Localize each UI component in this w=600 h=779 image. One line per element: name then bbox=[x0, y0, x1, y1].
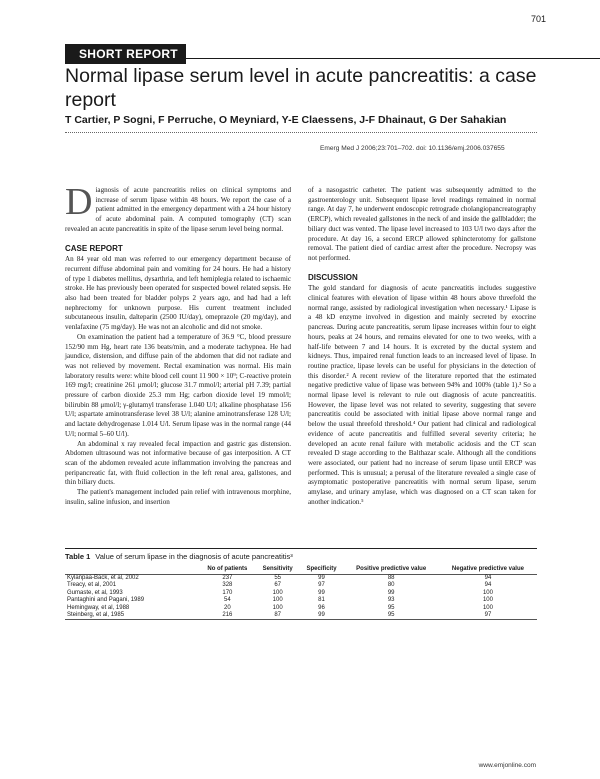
table-header bbox=[65, 565, 199, 575]
table-header: No of patients bbox=[207, 566, 248, 572]
table-header: Sensitivity bbox=[262, 566, 293, 572]
table-1 bbox=[65, 548, 537, 620]
table-header: Specificity bbox=[306, 566, 337, 572]
left-column bbox=[65, 181, 291, 508]
table-cell: Steinberg, et al, 1985 bbox=[65, 612, 199, 620]
table-cell: 95 bbox=[343, 612, 438, 620]
table-row bbox=[65, 605, 537, 612]
intro-paragraph bbox=[65, 181, 291, 235]
lipase-table bbox=[65, 565, 537, 620]
case-paragraph: On examination the patient had a temperature of 36.9 °C, blood pressure 152/90 mm Hg, heart rate 136 beats/min, and a moderate tachypnea. He had jaundice, distension, and diffuse pain of the abdomen that did not radiate and was not relieved by movement. Rectal examination was normal. His main laboratory results were: white blood cell count 11 900 × 10⁹; C-reactive protein 169 mg/l; creatinine 261 μmol/l; glucose 31.7 mmol/l; arterial pH 7.39; partial pressure of carbon dioxide 25.3 mm Hg; carbon dioxide level 19 mmol/l; bilirubin 88 μmol/l; γ-glutamyl transferase 1.040 U/l; alkaline phosphatase 156 U/l; aspartate aminotransferase level 38 U/l; alanine aminotransferase 128 U/l; and lactate dehydrogenase 1.014 U/l. Serum lipase was in the normal range (44 U/l; normal 5–60 U/l). bbox=[65, 332, 291, 438]
table-cell: 100 bbox=[482, 604, 493, 611]
table-cell: 97 bbox=[439, 612, 537, 620]
table-cell: 100 bbox=[272, 604, 283, 611]
table-cell: 87 bbox=[256, 612, 300, 620]
table-row bbox=[65, 575, 537, 583]
header-rule bbox=[185, 58, 600, 59]
table-cell: Pantaghini and Pagani, 1989 bbox=[67, 597, 145, 604]
table-cell: 100 bbox=[272, 589, 283, 596]
table-cell: 20 bbox=[224, 604, 231, 611]
table-cell: 88 bbox=[387, 575, 395, 581]
table-cell: Hemingway, et al, 1988 bbox=[67, 604, 130, 611]
table-label: Table 1 bbox=[65, 552, 91, 561]
table-cell: 54 bbox=[224, 597, 231, 604]
case-paragraph: The patient's management included pain relief with intravenous morphine, insulin, saline infusion, and insertion bbox=[65, 488, 291, 506]
discussion-paragraph: The gold standard for diagnosis of acute pancreatitis includes suggestive clinical features with elevation of lipase within 48 hours above threefold the normal range, assisted by radiological investigation when necessary.¹ Lipase is a 48 kD enzyme involved in digestion and mainly secreted by exocrine pancreas. During acute pancreatitis, serum lipase increases within four to eight hours, peaks at 24 hours, and remains elevated for one to two weeks, with a half-life between 7 and 14 hours. It is excreted by the ductal system and kidneys. Thus, impaired renal function leads to an increased level of lipase. In routine practice, lipase levels can be useful for physicians in the detection of this disorder.² A recent review of the literature reported that the estimated negative predictive value of lipase was between 94% and 100% (table 1).³ So a normal lipase level is relevant to rule out diagnosis of acute pancreatitis. However, the lipase level was not related to severity, suggesting that severe pancreatitis could be associated with initial lipase above normal range and below the usual threefold threshold.⁴ Our patient had clinical and radiological evidence of acute pancreatitis and fulfilled several severity criteria; he developed an acute renal failure with metabolic acidosis and the CT scan revealed D stage according to the Balthazar scale. Although all the conditions were associated, our patient had no increase of serum lipase until ERCP was performed. This is unusual; a perusal of the literature revealed a single case of asymptomatic postoperative pancreatitis with normal serum lipase, serum amylase, and urinary amylase, which was diagnosed on a CT scan taken for another indication.⁵ bbox=[308, 284, 536, 506]
dotted-divider bbox=[65, 132, 537, 133]
citation-line: Emerg Med J 2006;23:701–702. doi: 10.1136/emj.2006.037655 bbox=[320, 145, 505, 152]
table-cell: 99 bbox=[300, 612, 344, 620]
table-cell: 94 bbox=[484, 582, 492, 589]
table-caption-text: Value of serum lipase in the diagnosis of acute pancreatitis³ bbox=[95, 552, 293, 561]
table-cell: 96 bbox=[318, 604, 325, 611]
table-cell: 80 bbox=[387, 582, 395, 589]
table-cell: Treacy, et al, 2001 bbox=[67, 582, 117, 589]
table-cell: 100 bbox=[482, 589, 493, 596]
table-cell: 94 bbox=[484, 575, 492, 581]
article-title: Normal lipase serum level in acute pancreatitis: a case report bbox=[65, 65, 537, 111]
table-cell: 237 bbox=[222, 575, 233, 581]
table-cell: 67 bbox=[274, 582, 281, 589]
table-cell: 93 bbox=[387, 597, 395, 604]
journal-url[interactable]: www.emjonline.com bbox=[478, 762, 536, 769]
table-caption bbox=[65, 548, 537, 563]
table-cell: Kylanpaa-Back, et al, 2002 bbox=[67, 575, 139, 581]
table-cell: 170 bbox=[222, 589, 233, 596]
table-row bbox=[65, 590, 537, 597]
section-label: SHORT REPORT bbox=[65, 44, 186, 64]
discussion-heading: DISCUSSION bbox=[308, 272, 358, 282]
case-continuation: of a nasogastric catheter. The patient was subsequently admitted to the gastroenterology unit. Subsequent lipase level readings remained in normal range. At day 7, he underwent endoscopic retrograde cholangiopancreatography (ERCP), which revealed gallstones in the neck of and inside the gallbladder; the biliary duct was vented. The lipase level increased to 103 U/l two days after the procedure. At day 16, a second ERCP allowed sphincterotomy for gallstone removal. The patient died of cardiac arrest after the procedure. Necropsy was not performed. bbox=[308, 186, 536, 262]
table-cell: 95 bbox=[387, 604, 395, 611]
drop-cap: D bbox=[65, 181, 93, 223]
page-number: 701 bbox=[530, 14, 546, 24]
table-cell: 55 bbox=[274, 575, 281, 581]
table-cell: Gumaste, et al, 1993 bbox=[67, 589, 123, 596]
table-cell: 328 bbox=[222, 582, 233, 589]
case-paragraph: An 84 year old man was referred to our emergency department because of recurrent diffuse abdominal pain and vomiting for 24 hours. He had a history of type 1 diabetes mellitus, dysarthria, and left hemiplegia related to ischaemic stroke. He has previously been operated for suspected bowel related sepsis. He also had been treated for bladder polyps 2 years ago, and had had a left nephrectomy for unknown purpose. His current treatment included subcutaneous insulin, dalteparin (2500 IU/day), omeprazole (20 mg/day), and venlafaxine (75 mg/day). He was not an alcoholic and did not smoke. bbox=[65, 255, 291, 332]
table-cell: 99 bbox=[318, 575, 325, 581]
case-paragraph: An abdominal x ray revealed fecal impaction and gastric gas distension. Abdomen ultrasound was not informative because of gas interposition. A CT scan of the abdomen revealed acute inflammation involving the pancreas and peripancreatic fat, with fluid collection in the left renal area, gallstones, and thin biliary ducts. bbox=[65, 439, 291, 487]
table-row bbox=[65, 612, 537, 620]
table-cell: 99 bbox=[387, 589, 395, 596]
table-cell: 100 bbox=[272, 597, 283, 604]
table-row bbox=[65, 582, 537, 589]
intro-text: iagnosis of acute pancreatitis relies on clinical symptoms and increase of serum lipase within 48 hours. We report the case of a patient admitted in the emergency department with a 24 hour history of acute abdominal pain. A computed tomography (CT) scan revealed an acute pancreatitis in spite of the lipase serum level being normal. bbox=[65, 186, 291, 233]
table-header: Negative predictive value bbox=[451, 566, 524, 572]
table-cell: 81 bbox=[318, 597, 325, 604]
table-cell: 97 bbox=[318, 582, 325, 589]
case-report-heading: CASE REPORT bbox=[65, 243, 123, 253]
right-column bbox=[308, 186, 536, 508]
table-cell: 100 bbox=[482, 597, 493, 604]
table-row bbox=[65, 597, 537, 604]
table-header: Positive predictive value bbox=[356, 566, 427, 572]
table-cell: 99 bbox=[318, 589, 325, 596]
author-list: T Cartier, P Sogni, F Perruche, O Meyniard, Y-E Claessens, J-F Dhainaut, G Der Sahakian bbox=[65, 114, 507, 126]
table-cell: 216 bbox=[199, 612, 256, 620]
table-header-row bbox=[65, 565, 537, 575]
